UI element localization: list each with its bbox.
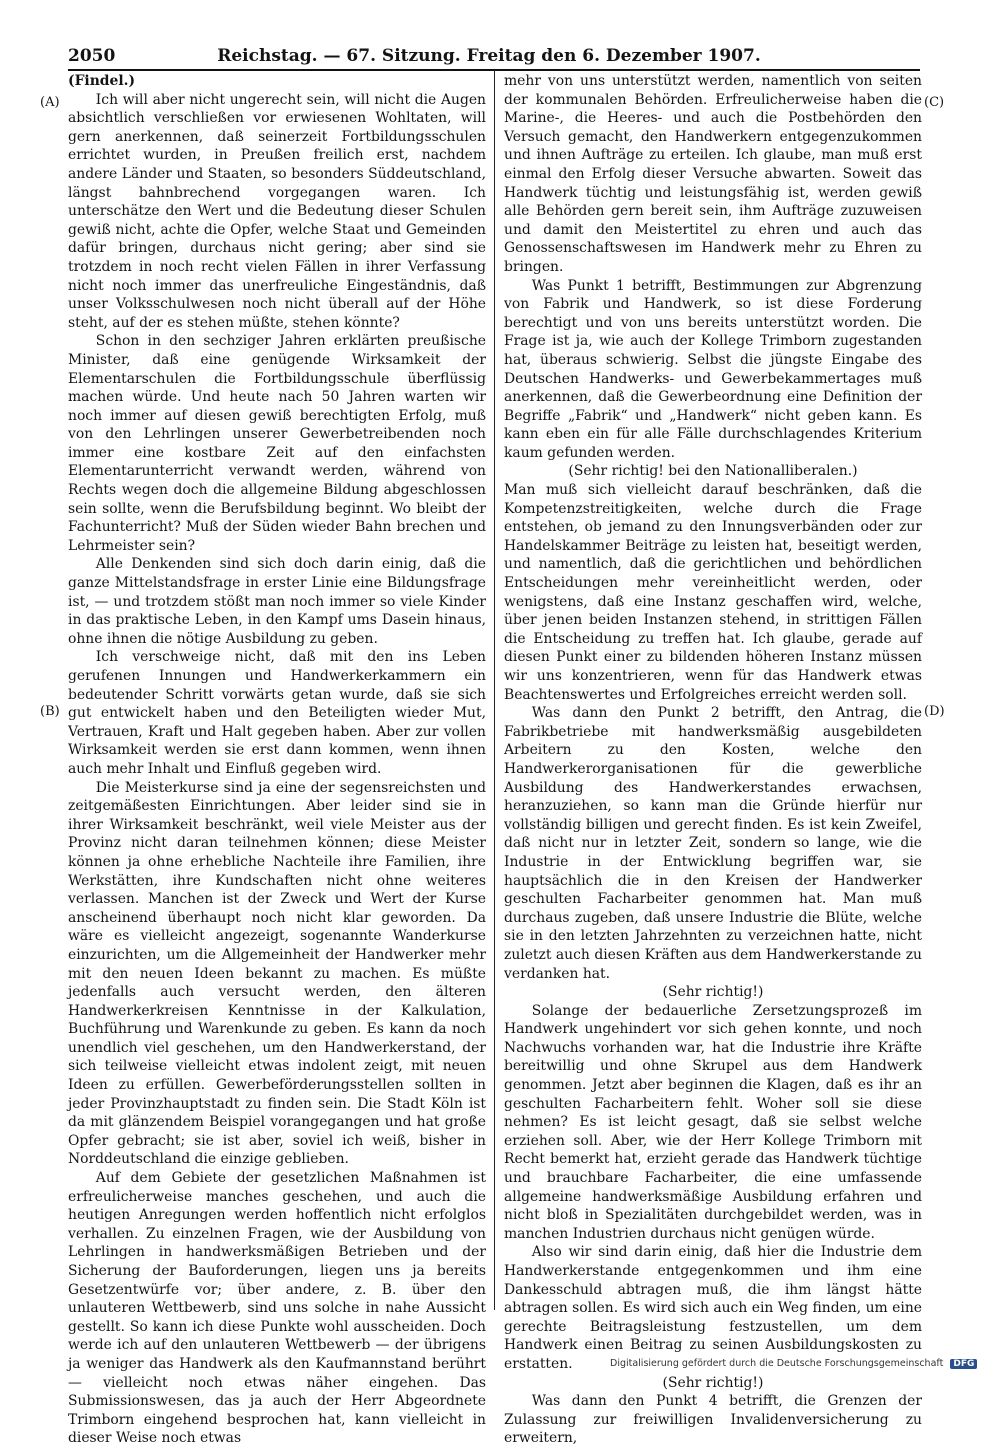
page-number: 2050 bbox=[68, 46, 116, 66]
paragraph: Ich verschweige nicht, daß mit den ins Leben gerufenen Innungen und Handwerkerkammern ein bedeutender Schritt vorwärts getan wurde, daß sie sich gut entwickelt haben und den Beteiligten wieder Mut, Vertrauen, Kraft und Halt gegeben haben. Aber zur vollen Wirksamkeit werden sie erst dann kommen, wenn ihnen auch mehr Inhalt und Einfluß gegeben wird. bbox=[68, 649, 486, 777]
margin-marker-c: (C) bbox=[924, 95, 945, 110]
interjection: (Sehr richtig!) bbox=[662, 1374, 764, 1391]
left-column bbox=[68, 72, 486, 1448]
interjection: (Sehr richtig!) bbox=[662, 984, 764, 1001]
page-header bbox=[68, 46, 910, 70]
paragraph: Also wir sind darin einig, daß hier die Industrie dem Handwerkerstande entgegenkommen und ihm eine Dankesschuld abtragen muß, die ihm längst hätte abtragen sollen. Es wird sich auch ein Weg finden, um eine gerechte Beitragsleistung festzustellen, um dem Handwerk einen Beitrag zu seinen Ausbildungskosten zu erstatten. bbox=[504, 1244, 922, 1372]
margin-marker-a: (A) bbox=[40, 95, 60, 110]
paragraph: Schon in den sechziger Jahren erklärten preußische Minister, daß eine genügende Wirksamkeit der Elementarschulen die Fortbildungsschule überflüssig machen würde. Und heute nach 50 Jahren warten wir noch immer auf diesen gewiß berechtigten Erfolg, muß von den Lehrlingen unserer Gewerbetreibenden noch immer eine kostbare Zeit auf den einfachsten Elementarunterricht verwandt werden, während von Rechts wegen doch die allgemeine Bildung abgeschlossen sein sollte, wenn die Berufsbildung beginnt. Wo bleibt der Fachunterricht? Muß der Süden wieder Bahn brechen und Lehrmeister sein? bbox=[68, 333, 486, 554]
paragraph: Solange der bedauerliche Zersetzungsprozeß im Handwerk ungehindert vor sich gehen konnte, und noch Nachwuchs vorhanden war, hat die Industrie ihre Kräfte bereitwillig und ohne Skrupel aus dem Handwerk genommen. Jetzt aber beginnen die Klagen, daß es ihr an geschulten Facharbeitern fehlt. Woher soll sie diese nehmen? Es ist leicht gesagt, daß sie selbst welche erziehen soll. Aber, wie der Herr Kollege Trimborn mit Recht bemerkt hat, erzieht gerade das Handwerk tüchtige und brauchbare Facharbeiter, die eine umfassende allgemeine handwerksmäßige Ausbildung erfahren und nicht bloß in Spezialitäten durchgebildet werden, was in manchen Industrien durchaus nicht genügen würde. bbox=[504, 1002, 922, 1242]
paragraph: Man muß sich vielleicht darauf beschränken, daß die Kompetenzstreitigkeiten, welche durch die Frage entstehen, ob jemand zu den Innungsverbänden oder zur Handelskammer Beiträge zu leisten hat, beseitigt werden, und namentlich, daß die gerichtlichen und behördlichen Entscheidungen mehr vereinheitlicht werden, oder wenigstens, daß eine Instanz geschaffen wird, welche, über jenen beiden Instanzen stehend, in strittigen Fällen die Entscheidung zu treffen hat. Ich glaube, gerade auf diesen Punkt einer zu bildenden höheren Instanz müssen wir uns konzentrieren, wenn für das Handwerk etwas Beachtenswertes und Erfolgreiches erreicht werden soll. bbox=[504, 482, 922, 703]
paragraph: Ich will aber nicht ungerecht sein, will nicht die Augen absichtlich verschließen vor erwiesenen Wohltaten, will gern anerkennen, daß seinerzeit Fortbildungsschulen errichtet wurden, in Preußen freilich erst, nachdem andere Länder und Staaten, so besonders Süddeutschland, längst bahnbrechend vorgegangen waren. Ich unterschätze den Wert und die Bedeutung dieser Schulen gewiß nicht, achte die Opfer, welche Staat und Gemeinden dafür bringen, durchaus nicht gering; aber sind sie trotzdem in noch recht vielen Fällen in ihrer Verfassung nicht noch immer das unerfreuliche Eingeständnis, daß unser Volksschulwesen noch nicht überall auf der Höhe steht, auf der es stehen müßte, stehen könnte? bbox=[68, 91, 486, 331]
right-column bbox=[504, 72, 922, 1448]
paragraph: Was dann den Punkt 4 betrifft, die Grenzen der Zulassung zur freiwilligen Invalidenversicherung zu erweitern, bbox=[504, 1393, 922, 1447]
paragraph: mehr von uns unterstützt werden, namentlich von seiten der kommunalen Behörden. Erfreulicherweise haben die Marine-, die Heeres- und auch die Postbehörden den Versuch gemacht, den Handwerkern entgegenzukommen und ihnen Aufträge zu erteilen. Ich glaube, man muß erst einmal den Erfolg dieser Versuche abwarten. Soweit das Handwerk tüchtig und leistungsfähig ist, werden gewiß alle Behörden gern bereit sein, ihm Aufträge zuzuweisen und damit den Meistertitel zu ehren und auch das Genossenschaftswesen im Handwerk mehr zu Ehren zu bringen. bbox=[504, 73, 922, 275]
speaker-name: (Findel.) bbox=[68, 73, 136, 89]
paragraph: Was Punkt 1 betrifft, Bestimmungen zur Abgrenzung von Fabrik und Handwerk, so ist diese Forderung berechtigt und von uns bereits unterstützt worden. Die Frage ist ja, wie auch der Kollege Trimborn zugestanden hat, überaus schwierig. Selbst die jüngste Eingabe des Deutschen Handwerks- und Gewerbekammertages muß anerkennen, daß die Gewerbeordnung eine Definition der Begriffe „Fabrik“ und „Handwerk“ nicht geben kann. Es kann eben ein für alle Fälle durchschlagendes Kriterium kaum gefunden werden. bbox=[504, 277, 922, 461]
digitization-credit bbox=[610, 1358, 977, 1369]
running-title: Reichstag. — 67. Sitzung. Freitag den 6. Dezember 1907. bbox=[217, 46, 761, 66]
credit-text: Digitalisierung gefördert durch die Deutsche Forschungsgemeinschaft bbox=[610, 1358, 944, 1369]
paragraph: Was dann den Punkt 2 betrifft, den Antrag, die Fabrikbetriebe mit handwerksmäßig ausgebildeten Arbeitern zu den Kosten, welche den Handwerkerorganisationen für die gewerbliche Ausbildung des Handwerkerstandes erwachsen, heranzuziehen, so kann man die Gründe hierfür nur vollständig billigen und gerecht finden. Es ist kein Zweifel, daß nicht nur in letzter Zeit, sondern so lange, wie die Industrie in der Entwicklung begriffen war, sie hauptsächlich die in den Kreisen der Handwerker geschulten Facharbeiter genommen hat. Man muß durchaus zugeben, daß unsere Industrie die Blüte, welche sie in den letzten Jahrzehnten zu verzeichnen hatte, nicht zuletzt auch diesen Kräften aus dem Handwerkerstande zu verdanken hat. bbox=[504, 705, 922, 982]
interjection: (Sehr richtig! bei den Nationalliberalen.) bbox=[568, 463, 858, 480]
margin-marker-b: (B) bbox=[40, 704, 60, 719]
paragraph: Alle Denkenden sind sich doch darin einig, daß die ganze Mittelstandsfrage in erster Linie eine Bildungsfrage ist, — und trotzdem stößt man noch immer so viele Kinder in das praktische Leben, in den Kampf ums Dasein hinaus, ohne ihnen die nötige Ausbildung zu geben. bbox=[68, 556, 486, 647]
paragraph: Auf dem Gebiete der gesetzlichen Maßnahmen ist erfreulicherweise manches geschehen, und auch die heutigen Anregungen werden hoffentlich nicht erfolglos verhallen. Zu einzelnen Fragen, wie der Ausbildung von Lehrlingen in handwerksmäßigen Betrieben und der Sicherung der Bauforderungen, liegen uns ja bereits Gesetzentwürfe vor; über andere, z. B. über den unlauteren Wettbewerb, sind uns solche in nahe Aussicht gestellt. So kann ich diese Punkte wohl ausscheiden. Doch werde ich auf den unlauteren Wettbewerb — der übrigens ja weniger das Handwerk als den Kaufmannstand berührt — vielleicht noch etwas näher eingehen. Das Submissionswesen, das ja auch der Herr Abgeordnete Trimborn eingehend besprochen hat, kann vielleicht in dieser Weise noch etwas bbox=[68, 1170, 486, 1447]
paragraph: Die Meisterkurse sind ja eine der segensreichsten und zeitgemäßesten Einrichtungen. Aber leider sind sie in ihrer Wirksamkeit beschränkt, weil viele Meister aus der Provinz nicht daran teilnehmen können; diese Meister können ja ohne erhebliche Nachteile ihre Familien, ihre Werkstätten, ihre Kundschaften nicht ohne weiteres verlassen. Manchen ist der Zweck und Wert der Kurse anscheinend überhaupt noch nicht klar geworden. Da wäre es vielleicht angezeigt, sogenannte Wanderkurse einzurichten, um die Allgemeinheit der Handwerker mehr mit den neuen Ideen bekannt zu machen. Es müßte jedenfalls auch versucht werden, den älteren Handwerkerkreisen Kenntnisse in der Kalkulation, Buchführung und Warenkunde zu geben. Es kann da noch unendlich viel geschehen, um den Handwerkerstand, der sich teilweise vielleicht etwas indolent zeigt, mit neuen Ideen zu erfüllen. Gewerbeförderungsstellen sollten in jeder Provinzhauptstadt zu finden sein. Die Stadt Köln ist da mit glänzendem Beispiel vorangegangen und hat große Opfer gebracht; sie ist aber, soviel ich weiß, bisher in Norddeutschland die einzige geblieben. bbox=[68, 779, 486, 1168]
margin-marker-d: (D) bbox=[924, 704, 945, 719]
dfg-logo: DFG bbox=[950, 1359, 977, 1369]
column-divider bbox=[494, 70, 495, 1310]
